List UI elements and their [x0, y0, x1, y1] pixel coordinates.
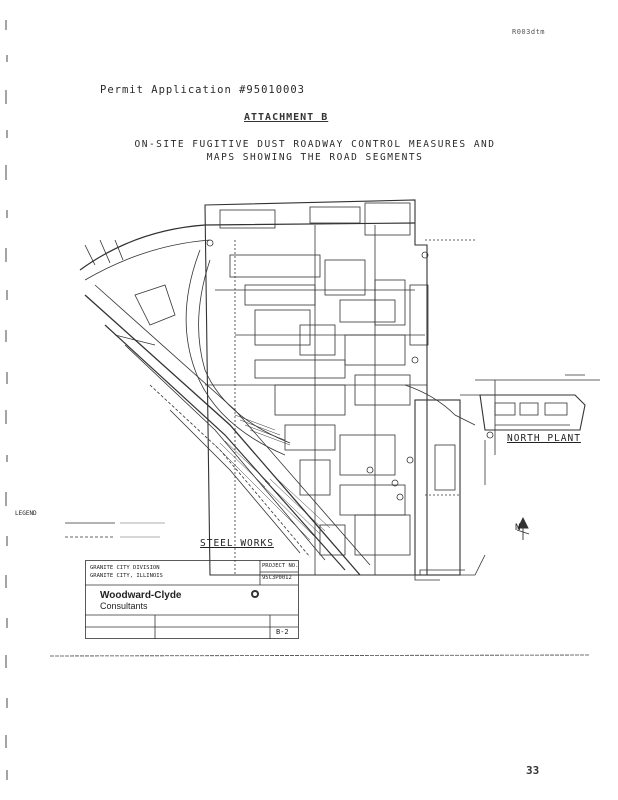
document-code: R003dtm — [512, 28, 546, 36]
project-number-label: PROJECT NO. — [262, 563, 299, 569]
title-line-2: MAPS SHOWING THE ROAD SEGMENTS — [206, 152, 424, 163]
north-arrow-letter: N — [515, 523, 521, 533]
sheet-number: B-2 — [276, 628, 289, 636]
title-line-1: ON-SITE FUGITIVE DUST ROADWAY CONTROL MEASURES AND — [134, 139, 496, 150]
title-block-division: GRANITE CITY DIVISION — [90, 565, 160, 571]
legend-samples — [65, 523, 165, 537]
page-number: 33 — [526, 764, 540, 777]
binding-edge-marks — [2, 0, 12, 800]
company-subtitle: Consultants — [100, 601, 148, 611]
steel-works-label: STEEL WORKS — [200, 538, 274, 549]
permit-application-line: Permit Application #95010003 — [100, 84, 306, 96]
attachment-label: ATTACHMENT B — [244, 112, 329, 123]
project-number-value: 95C3P0012 — [262, 575, 292, 581]
title-block-location: GRANITE CITY, ILLINOIS — [90, 573, 163, 579]
company-name: Woodward-Clyde — [100, 590, 182, 601]
document-title — [100, 138, 530, 164]
company-logo-icon — [251, 590, 259, 598]
north-plant-label: NORTH PLANT — [507, 433, 581, 444]
footer-rule — [50, 650, 590, 662]
legend-heading: LEGEND — [15, 510, 37, 517]
